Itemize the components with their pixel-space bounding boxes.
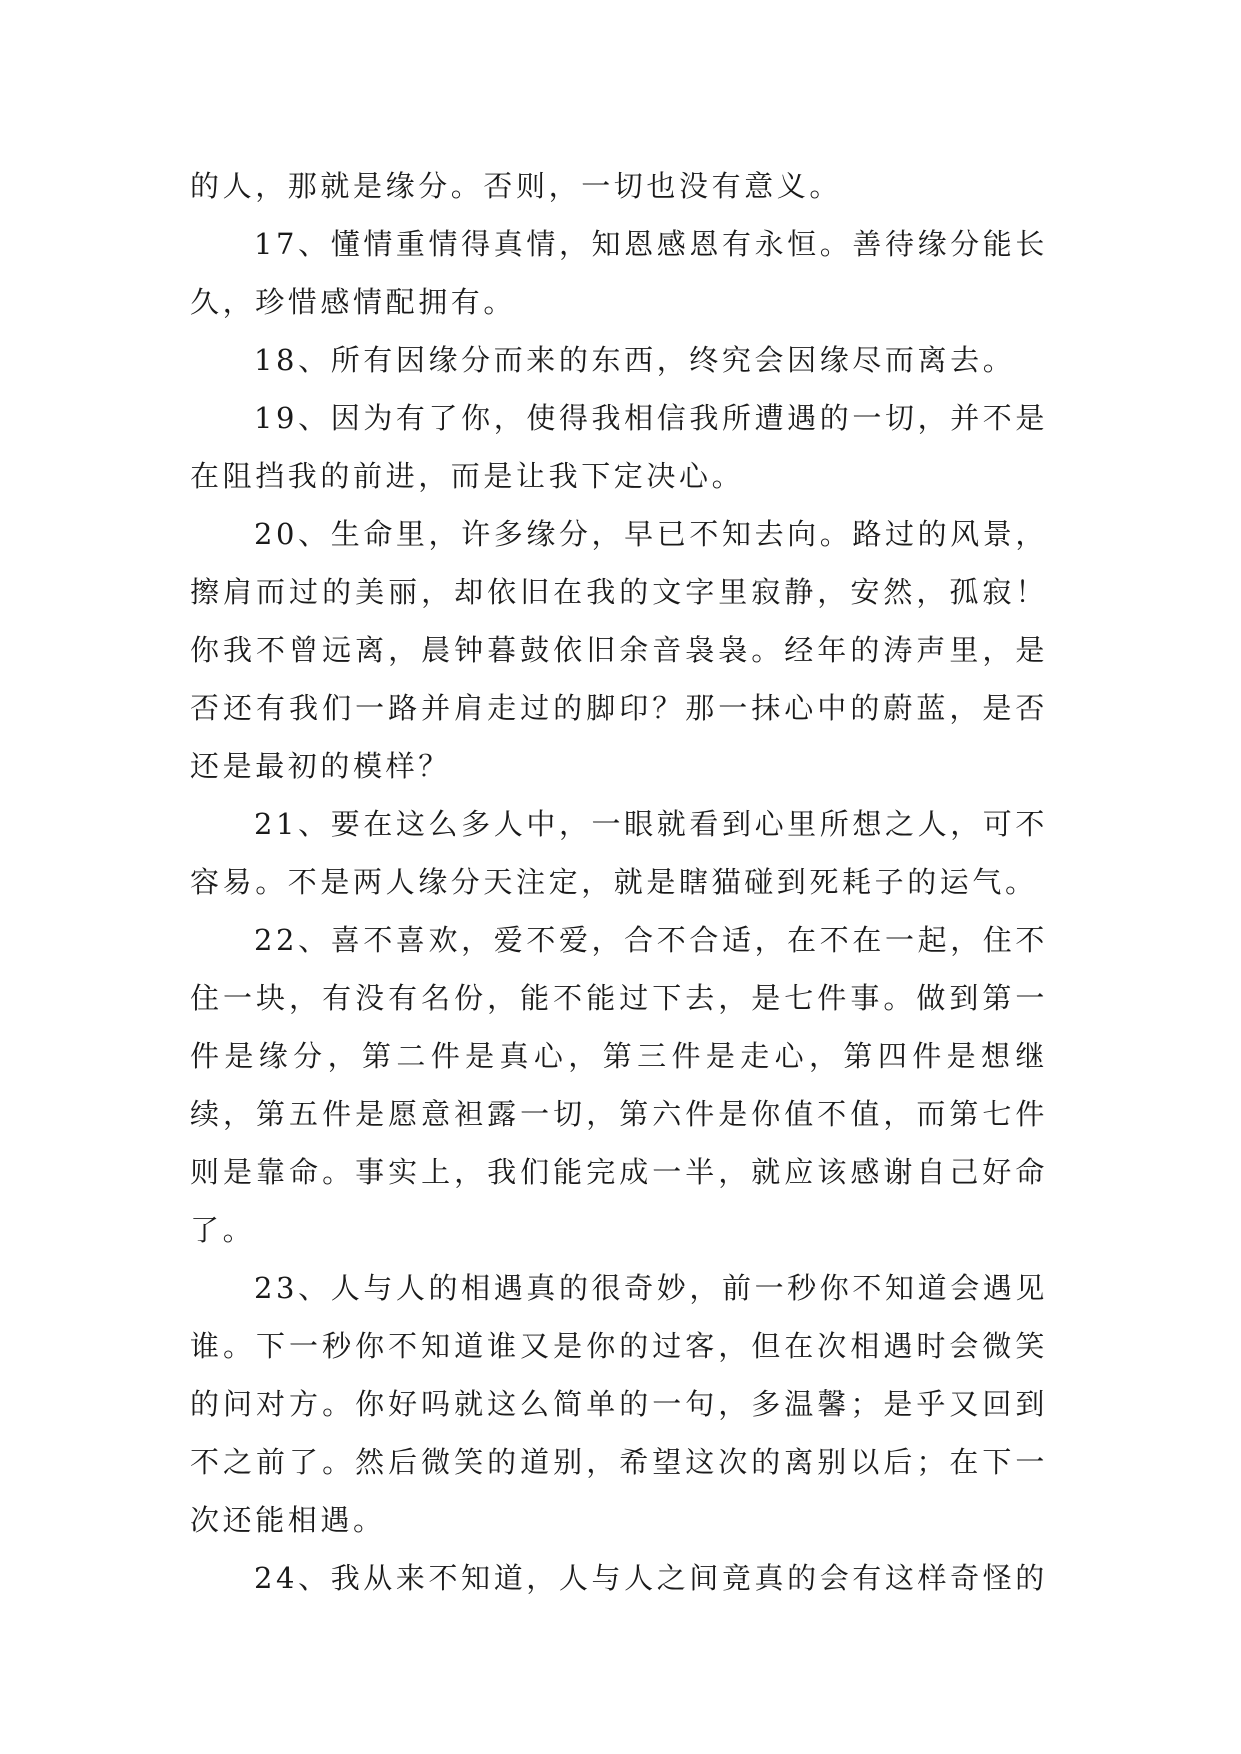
- paragraph-continuation: 的人，那就是缘分。否则，一切也没有意义。: [190, 169, 843, 203]
- paragraph-17: 17、懂情重情得真情，知恩感恩有永恒。善待缘分能长久，珍惜感情配拥有。: [190, 227, 1048, 319]
- paragraph-19: 19、因为有了你，使得我相信我所遭遇的一切，并不是在阻挡我的前进，而是让我下定决心。: [190, 401, 1048, 493]
- paragraph-23: 23、人与人的相遇真的很奇妙，前一秒你不知道会遇见谁。下一秒你不知道谁又是你的过客，但在次相遇时会微笑的问对方。你好吗就这么简单的一句，多温馨；是乎又回到不之前了。然后微笑的道别，希望这次的离别以后；在下一次还能相遇。: [190, 1271, 1048, 1537]
- paragraph-18: 18、所有因缘分而来的东西，终究会因缘尽而离去。: [254, 343, 1016, 377]
- paragraph-20: 20、生命里，许多缘分，早已不知去向。路过的风景，擦肩而过的美丽，却依旧在我的文字里寂静，安然，孤寂！你我不曾远离，晨钟暮鼓依旧余音袅袅。经年的涛声里，是否还有我们一路并肩走过的脚印？那一抹心中的蔚蓝，是否还是最初的模样？: [190, 517, 1048, 783]
- paragraph-21: 21、要在这么多人中，一眼就看到心里所想之人，可不容易。不是两人缘分天注定，就是瞎猫碰到死耗子的运气。: [190, 807, 1048, 899]
- document-body: [190, 157, 1048, 1607]
- paragraph-22: 22、喜不喜欢，爱不爱，合不合适，在不在一起，住不住一块，有没有名份，能不能过下去，是七件事。做到第一件是缘分，第二件是真心，第三件是走心，第四件是想继续，第五件是愿意袒露一切，第六件是你值不值，而第七件则是靠命。事实上，我们能完成一半，就应该感谢自己好命了。: [190, 923, 1048, 1247]
- paragraph-24: 24、我从来不知道，人与人之间竟真的会有这样奇怪的: [254, 1561, 1048, 1595]
